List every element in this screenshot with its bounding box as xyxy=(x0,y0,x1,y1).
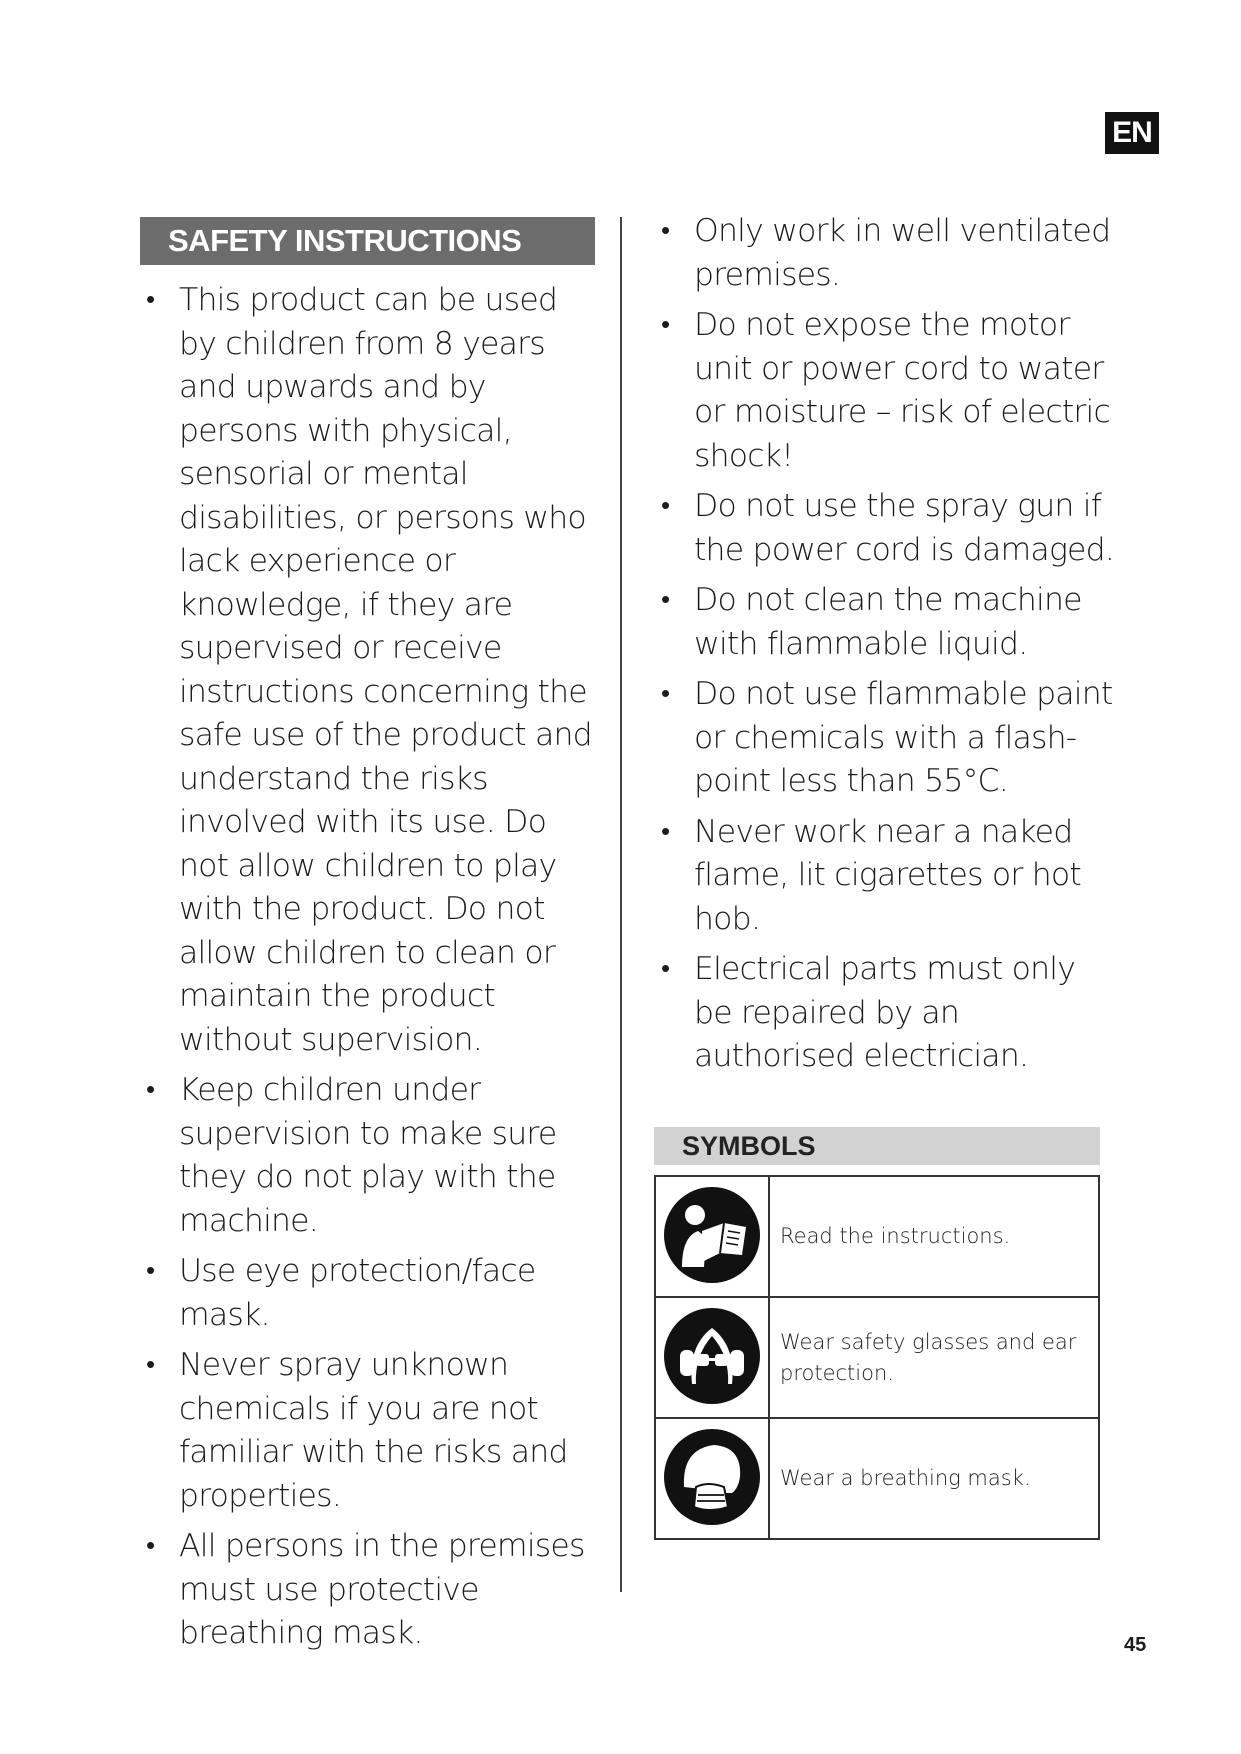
table-row xyxy=(655,1176,1099,1297)
safety-instructions-section xyxy=(140,217,595,1663)
list-item: • All persons in the premises must use protective breathing mask. xyxy=(140,1525,595,1656)
symbol-description: Read the instructions. xyxy=(769,1176,1099,1297)
bullet-icon: • xyxy=(146,285,155,315)
safety-instructions-heading: SAFETY INSTRUCTIONS xyxy=(140,217,595,265)
symbols-heading: SYMBOLS xyxy=(654,1127,1100,1165)
language-badge: EN xyxy=(1105,112,1159,154)
bullet-icon: • xyxy=(146,1075,155,1105)
list-item: • Never spray unknown chemicals if you are not familiar with the risks and properties. xyxy=(140,1344,595,1518)
bullet-icon: • xyxy=(661,216,670,246)
bullet-icon: • xyxy=(661,491,670,521)
safety-glasses-ear-protection-icon xyxy=(662,1306,762,1406)
page-number: 45 xyxy=(1124,1634,1147,1656)
list-item: • Keep children under supervision to make sure they do not play with the machine. xyxy=(140,1069,595,1243)
bullet-icon: • xyxy=(661,954,670,984)
symbol-icon-cell xyxy=(655,1176,769,1297)
list-item: • Do not clean the machine with flammable liquid. xyxy=(655,579,1115,666)
list-item: • Do not use the spray gun if the power cord is damaged. xyxy=(655,485,1115,572)
bullet-icon: • xyxy=(661,585,670,615)
bullet-icon: • xyxy=(146,1531,155,1561)
list-item: • Use eye protection/face mask. xyxy=(140,1250,595,1337)
table-row xyxy=(655,1297,1099,1418)
symbol-icon-cell xyxy=(655,1297,769,1418)
bullet-icon: • xyxy=(661,679,670,709)
list-item: • This product can be used by children from 8 years and upwards and by persons with physical, sensorial or mental disabilities, or persons who lack experience or knowledge, if they are supervised or receive instructions concerning the safe use of the product and understand the risks involved with its use. Do not allow children to play with the product. Do not allow children to clean or maintain the product without supervision. xyxy=(140,279,595,1062)
column-divider xyxy=(620,217,622,1592)
read-instructions-icon xyxy=(662,1185,762,1285)
bullet-icon: • xyxy=(146,1350,155,1380)
symbol-description: Wear a breathing mask. xyxy=(769,1418,1099,1539)
bullet-icon: • xyxy=(661,816,670,847)
safety-list-right xyxy=(655,210,1115,1079)
safety-list-left xyxy=(140,279,595,1656)
symbol-icon-cell xyxy=(655,1418,769,1539)
list-item: • Only work in well ventilated premises. xyxy=(655,210,1115,297)
symbols-table xyxy=(654,1175,1100,1540)
safety-instructions-continued xyxy=(655,210,1115,1086)
bullet-icon: • xyxy=(661,310,670,340)
list-item: • Do not use flammable paint or chemicals with a flash-point less than 55°C. xyxy=(655,673,1115,804)
symbols-section xyxy=(654,1127,1100,1540)
bullet-icon: • xyxy=(146,1256,155,1286)
list-item: • Never work near a naked flame, lit cigarettes or hot hob. xyxy=(655,811,1115,942)
table-row xyxy=(655,1418,1099,1539)
breathing-mask-icon xyxy=(662,1427,762,1527)
list-item: • Electrical parts must only be repaired by an authorised electrician. xyxy=(655,948,1115,1079)
list-item: • Do not expose the motor unit or power cord to water or moisture – risk of electric shock! xyxy=(655,304,1115,478)
symbol-description: Wear safety glasses and ear protection. xyxy=(769,1297,1099,1418)
